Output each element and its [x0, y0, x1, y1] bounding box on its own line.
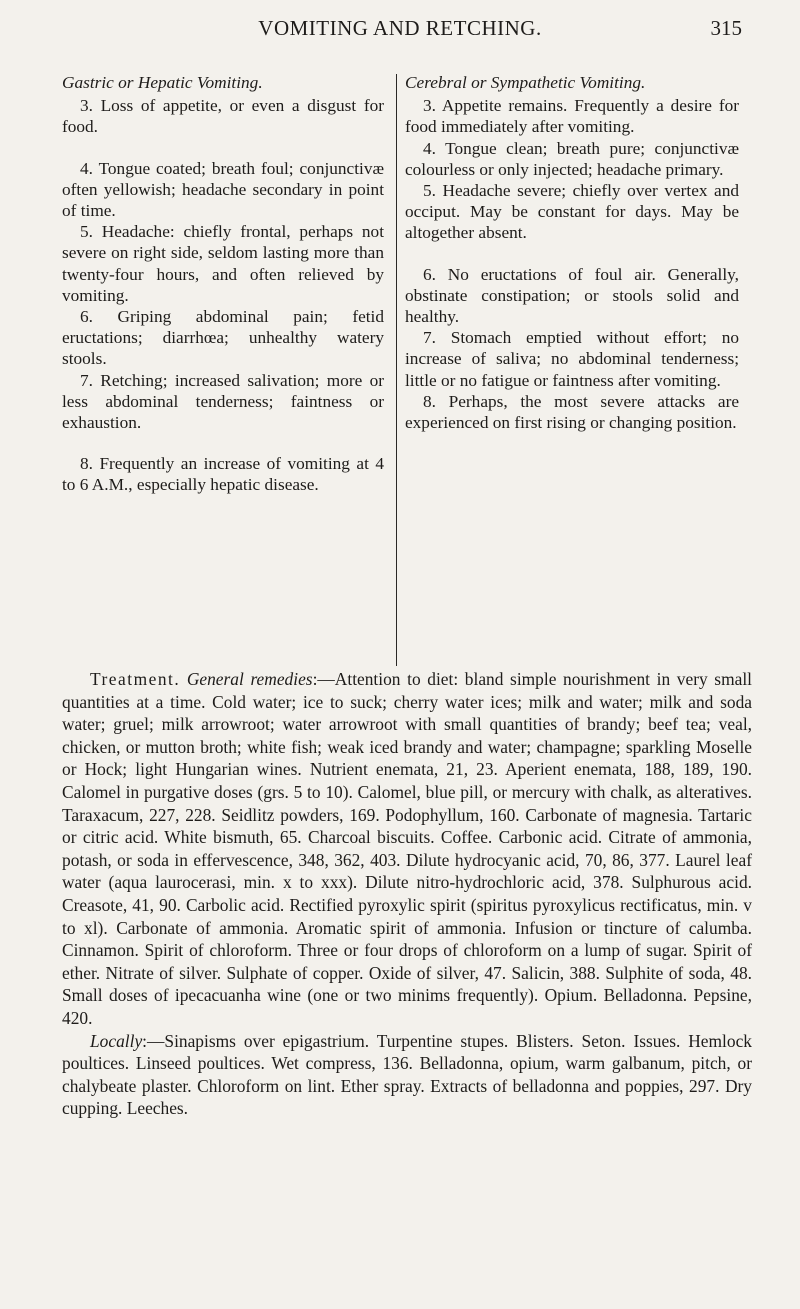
list-item: 6. Griping abdominal pain; fetid eructations; diarrhœa; unhealthy watery stools. [62, 307, 384, 369]
list-item: 7. Retching; increased salivation; more or less abdominal tenderness; faintness or exhaustion. [62, 370, 384, 433]
list-item: 5. Headache severe; chiefly over vertex and occiput. May be constant for days. May be altogether absent. [405, 181, 739, 243]
local-remedies-paragraph [62, 1030, 752, 1120]
list-item: 5. Headache: chiefly frontal, perhaps not severe on right side, seldom lasting more than twenty-four hours, and often relieved by vomiting. [62, 222, 384, 305]
column-title-cerebral: Cerebral or Sympathetic Vomiting. [405, 73, 646, 92]
general-remedies-text: :—Attention to diet: bland simple nourishment in very small quantities at a time. Cold water; ice to suck; cherry water ices; milk and water; milk and soda water; gruel; milk arrowroot; water arrowroot with small quantities of brandy; beef tea; veal, chicken, or mutton broth; white fish; weak iced brandy and water; champagne; sparkling Moselle or Hock; light Hungarian wines. Nutrient enemata, 21, 23. Aperient enemata, 188, 189, 190. Calomel in purgative doses (grs. 5 to 10). Calomel, blue pill, or mercury with chalk, as alteratives. Taraxacum, 227, 228. Seidlitz powders, 169. Podophyllum, 160. Carbonate of magnesia. Tartaric or citric acid. White bismuth, 65. Charcoal biscuits. Coffee. Carbonic acid. Citrate of ammonia, potash, or soda in effervescence, 348, 362, 403. Dilute hydrocyanic acid, 70, 86, 377. Laurel leaf water (aqua laurocerasi, min. x to xxx). Dilute nitro-hydrochloric acid, 378. Sulphurous acid. Creasote, 41, 90. Carbolic acid. Rectified pyroxylic spirit (spiritus pyroxylicus rectificatus, min. v to xl). Carbonate of ammonia. Aromatic spirit of ammonia. Infusion or tincture of calumba. Cinnamon. Spirit of chloroform. Three or four drops of chloroform on a lump of sugar. Spirit of ether. Nitrate of silver. Sulphate of copper. Oxide of silver, 47. Salicin, 388. Sulphite of soda, 48. Small doses of ipecacuanha wine (one or two minims frequently). Opium. Belladonna. Pepsine, 420. [62, 669, 752, 1028]
list-item: 3. Appetite remains. Frequently a desire for food immediately after vomiting. [405, 96, 739, 137]
running-title: VOMITING AND RETCHING. [258, 16, 542, 40]
general-remedies-label: General remedies [186, 669, 313, 689]
list-item: 8. Frequently an increase of vomiting at 4 to 6 A.M., especially hepatic disease. [62, 454, 384, 495]
list-item: 3. Loss of appetite, or even a disgust for food. [62, 96, 384, 137]
page-number: 315 [710, 16, 742, 40]
list-item: 4. Tongue coated; breath foul; conjunctivæ often yellowish; headache secondary in point of time. [62, 158, 384, 221]
column-divider [396, 74, 397, 666]
local-remedies-label: Locally [90, 1030, 143, 1051]
list-item: 8. Perhaps, the most severe attacks are experienced on first rising or changing position. [405, 391, 739, 433]
general-remedies-paragraph [62, 668, 752, 1030]
list-item: 4. Tongue clean; breath pure; conjunctivæ colourless or only injected; headache primary. [405, 138, 739, 179]
gastric-hepatic-column [62, 72, 384, 496]
running-head [0, 16, 800, 52]
list-item: 6. No eructations of foul air. Generally, obstinate constipation; or stools solid and healthy. [405, 264, 739, 327]
treatment-section [62, 668, 752, 1120]
column-title-gastric: Gastric or Hepatic Vomiting. [62, 73, 263, 92]
local-remedies-text: :—Sinapisms over epigastrium. Turpentine stupes. Blisters. Seton. Issues. Hemlock poultices. Linseed poultices. Wet compress, 136. Belladonna, opium, warm galbanum, pitch, or chalybeate plaster. Chloroform on lint. Ether spray. Extracts of belladonna and poppies, 297. Dry cupping. Leeches. [62, 1030, 752, 1119]
comparison-columns [62, 72, 752, 670]
list-item: 7. Stomach emptied without effort; no increase of saliva; no abdominal tenderness; little or no fatigue or faintness after vomiting. [405, 328, 739, 390]
cerebral-sympathetic-column [405, 72, 739, 433]
treatment-heading: Treatment. [90, 669, 181, 689]
